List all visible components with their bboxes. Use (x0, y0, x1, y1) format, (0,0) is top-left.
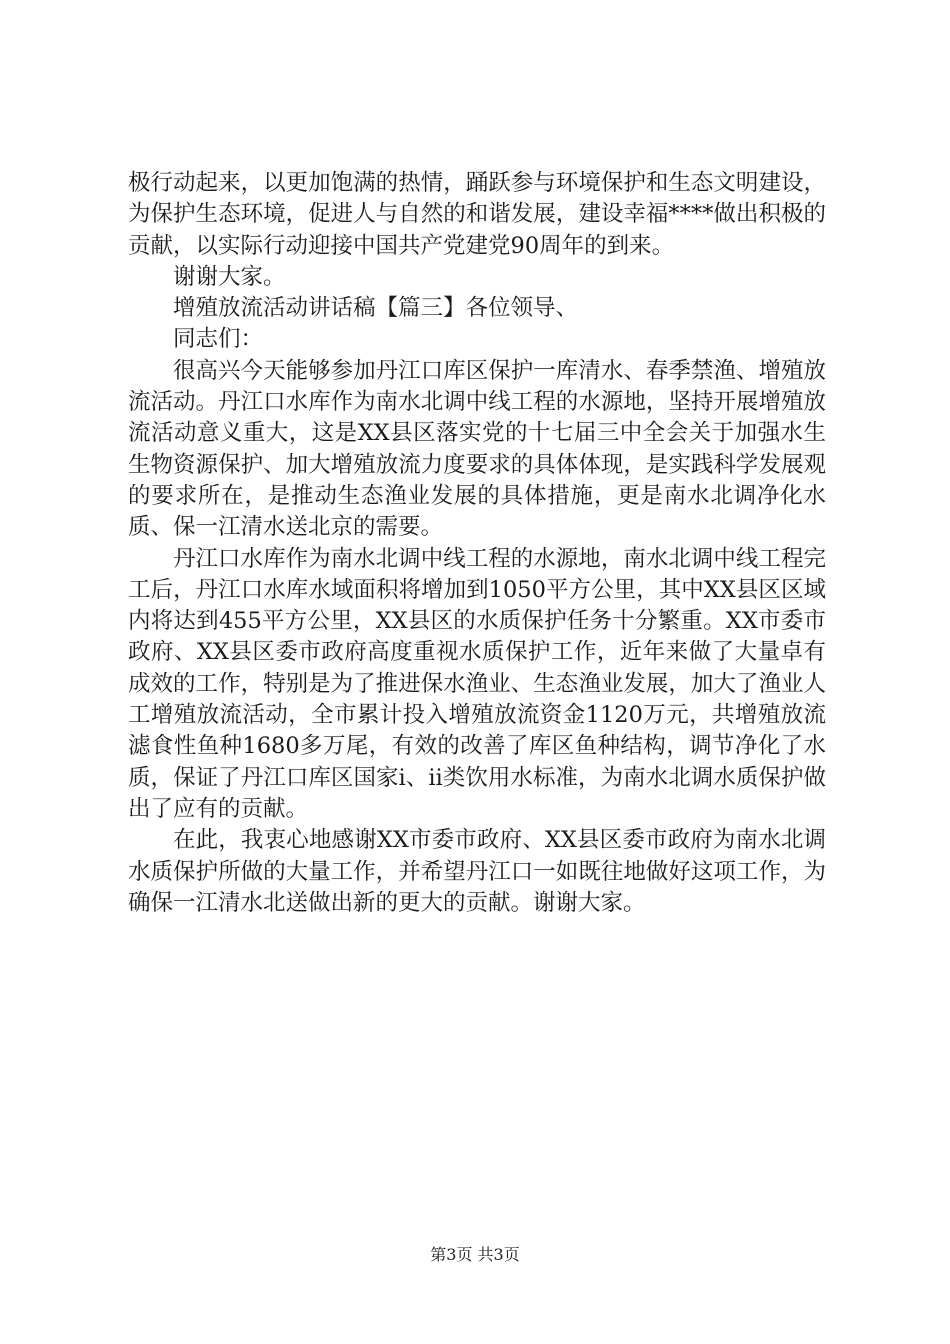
paragraph-7: 在此，我衷心地感谢XX市委市政府、XX县区委市政府为南水北调水质保护所做的大量工作，并希望丹江口一如既往地做好这项工作，为确保一江清水北送做出新的更大的贡献。谢谢大家。 (128, 827, 826, 916)
paragraph-2: 谢谢大家。 (173, 263, 286, 290)
page-footer: 第3页 共3页 (430, 1245, 520, 1264)
paragraph-3: 增殖放流活动讲话稿【篇三】各位领导、 (173, 295, 579, 322)
paragraph-5: 很高兴今天能够参加丹江口库区保护一库清水、春季禁渔、增殖放流活动。丹江口水库作为南水北调中线工程的水源地，坚持开展增殖放流活动意义重大，这是XX县区落实党的十七届三中全会关于加强水生生物资源保护、加大增殖放流力度要求的具体体现，是实践科学发展观的要求所在，是推动生态渔业发展的具体措施，更是南水北调净化水质、保一江清水送北京的需要。 (128, 357, 826, 541)
paragraph-4: 同志们： (173, 326, 264, 353)
document-body (128, 168, 826, 919)
paragraph-1: 极行动起来，以更加饱满的热情，踊跃参与环境保护和生态文明建设，为保护生态环境，促进人与自然的和谐发展，建设幸福****做出积极的贡献，以实际行动迎接中国共产党建党90周年的到来。 (128, 170, 826, 259)
paragraph-6: 丹江口水库作为南水北调中线工程的水源地，南水北调中线工程完工后，丹江口水库水域面积将增加到1050平方公里，其中XX县区区域内将达到455平方公里，XX县区的水质保护任务十分繁重。XX市委市政府、XX县区委市政府高度重视水质保护工作，近年来做了大量卓有成效的工作，特别是为了推进保水渔业、生态渔业发展，加大了渔业人工增殖放流活动，全市累计投入增殖放流资金1120万元，共增殖放流滤食性鱼种1680多万尾，有效的改善了库区鱼种结构，调节净化了水质，保证了丹江口库区国家ⅰ、ⅱ类饮用水标准，为南水北调水质保护做出了应有的贡献。 (128, 545, 826, 822)
